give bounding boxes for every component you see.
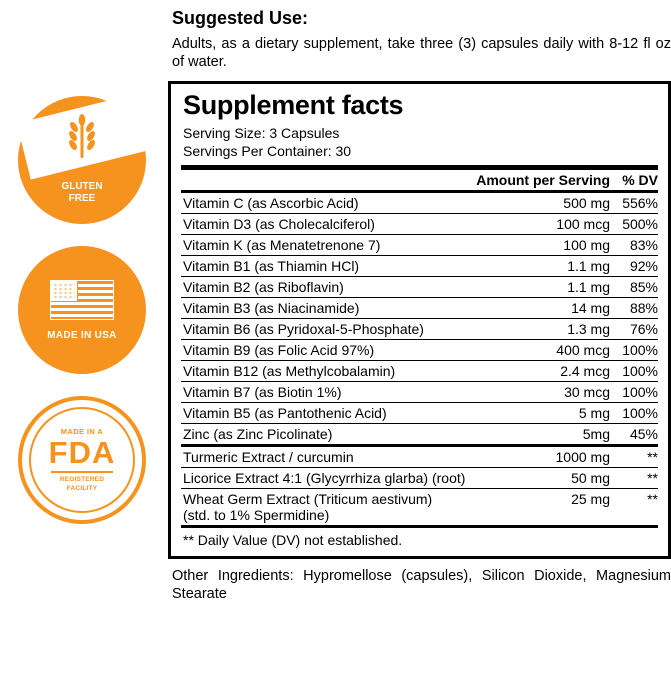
table-row	[181, 277, 658, 298]
flag-canton	[51, 281, 78, 302]
ingredient-amount: 25 mg	[571, 491, 610, 508]
label-content	[168, 0, 671, 604]
facts-header-row	[181, 170, 658, 190]
supplement-facts-header-table	[181, 170, 658, 190]
ingredient-name: Turmeric Extract / curcumin	[181, 447, 539, 468]
other-ingredients: Other Ingredients: Hypromellose (capsules), Silicon Dioxide, Magnesium Stearate	[172, 568, 671, 603]
dv-header: % DV	[622, 172, 658, 189]
ingredient-name: Wheat Germ Extract (Triticum aestivum)	[183, 491, 433, 508]
table-row	[181, 382, 658, 403]
nutrient-amount: 5 mg	[530, 403, 610, 424]
fda-sub-label-1: REGISTERED	[59, 476, 105, 484]
nutrient-dv: 100%	[610, 361, 658, 382]
nutrient-amount: 100 mg	[530, 235, 610, 256]
gluten-free-line2: FREE	[68, 192, 96, 204]
gluten-free-line1: GLUTEN	[61, 181, 103, 192]
nutrient-amount: 500 mg	[530, 193, 610, 214]
nutrient-name: Vitamin B7 (as Biotin 1%)	[181, 382, 530, 403]
table-row	[181, 424, 658, 445]
dv-footnote: ** Daily Value (DV) not established.	[183, 532, 403, 549]
nutrient-dv: 85%	[610, 277, 658, 298]
nutrient-amount: 400 mcg	[530, 340, 610, 361]
table-row	[181, 489, 658, 526]
nutrient-dv: 556%	[610, 193, 658, 214]
made-in-usa-label: MADE IN USA	[47, 329, 117, 341]
table-row	[181, 468, 658, 489]
nutrient-amount: 1.1 mg	[530, 256, 610, 277]
fda-main-label: FDA	[48, 435, 116, 471]
amount-header: Amount per Serving	[476, 172, 610, 189]
nutrient-name: Vitamin B12 (as Methylcobalamin)	[181, 361, 530, 382]
table-row	[181, 298, 658, 319]
usa-flag-icon	[50, 280, 114, 320]
nutrient-amount: 2.4 mcg	[530, 361, 610, 382]
nutrients-table	[181, 193, 658, 444]
fda-ring	[29, 407, 135, 513]
suggested-use-title: Suggested Use:	[172, 8, 309, 28]
table-row	[181, 340, 658, 361]
ingredient-dv: **	[610, 447, 658, 468]
nutrient-amount: 14 mg	[530, 298, 610, 319]
table-row	[181, 319, 658, 340]
ingredient-standardization: (std. to 1% Spermidine)	[183, 507, 330, 524]
nutrient-dv: 83%	[610, 235, 658, 256]
nutrient-name: Vitamin B2 (as Riboflavin)	[181, 277, 530, 298]
table-row	[181, 193, 658, 214]
nutrient-dv: 100%	[610, 403, 658, 424]
nutrient-dv: 100%	[610, 382, 658, 403]
table-row	[181, 235, 658, 256]
ingredient-dv: **	[610, 468, 658, 489]
fda-top-label: MADE IN A	[60, 427, 104, 437]
table-row	[181, 447, 658, 468]
serving-size: Serving Size: 3 Capsules	[183, 125, 340, 142]
botanicals-table	[181, 447, 658, 525]
nutrient-amount: 100 mcg	[530, 214, 610, 235]
gluten-free-label	[22, 181, 142, 204]
nutrient-name: Vitamin D3 (as Cholecalciferol)	[181, 214, 530, 235]
ingredient-dv: **	[647, 491, 658, 508]
nutrient-amount: 30 mcg	[530, 382, 610, 403]
table-row	[181, 361, 658, 382]
ingredient-name: Licorice Extract 4:1 (Glycyrrhiza glarba) (root)	[181, 468, 539, 489]
supplement-facts-panel	[168, 81, 671, 559]
nutrient-amount: 1.1 mg	[530, 277, 610, 298]
fda-registered-badge	[18, 396, 146, 524]
table-row	[181, 214, 658, 235]
supplement-facts-title: Supplement facts	[183, 90, 404, 121]
gluten-free-badge	[18, 96, 146, 224]
nutrient-name: Vitamin B9 (as Folic Acid 97%)	[181, 340, 530, 361]
fda-sub-label-2: FACILITY	[66, 484, 98, 492]
nutrient-name: Vitamin B3 (as Niacinamide)	[181, 298, 530, 319]
nutrient-name: Vitamin B6 (as Pyridoxal-5-Phosphate)	[181, 319, 530, 340]
made-in-usa-badge	[18, 246, 146, 374]
facts-rule-med-3	[181, 525, 658, 528]
nutrient-dv: 500%	[610, 214, 658, 235]
nutrient-dv: 76%	[610, 319, 658, 340]
nutrient-dv: 45%	[629, 426, 658, 443]
gluten-free-graphic	[22, 100, 142, 220]
nutrient-name: Vitamin K (as Menatetrenone 7)	[181, 235, 530, 256]
nutrient-name: Vitamin C (as Ascorbic Acid)	[181, 193, 530, 214]
servings-per-container: Servings Per Container: 30	[183, 142, 352, 159]
wheat-icon	[62, 114, 102, 160]
suggested-use-body: Adults, as a dietary supplement, take three (3) capsules daily with 8-12 fl oz of water.	[172, 36, 671, 71]
nutrient-dv: 88%	[610, 298, 658, 319]
nutrient-name: Vitamin B5 (as Pantothenic Acid)	[181, 403, 530, 424]
ingredient-amount: 1000 mg	[539, 447, 610, 468]
certification-badges	[8, 96, 156, 524]
nutrient-name: Zinc (as Zinc Picolinate)	[183, 426, 333, 443]
nutrient-dv: 92%	[610, 256, 658, 277]
nutrient-amount: 1.3 mg	[530, 319, 610, 340]
nutrient-amount: 5mg	[582, 426, 610, 443]
ingredient-amount: 50 mg	[539, 468, 610, 489]
table-row	[181, 256, 658, 277]
nutrient-dv: 100%	[610, 340, 658, 361]
table-row	[181, 403, 658, 424]
ingredient-name-block	[181, 489, 539, 526]
nutrient-name: Vitamin B1 (as Thiamin HCl)	[181, 256, 530, 277]
